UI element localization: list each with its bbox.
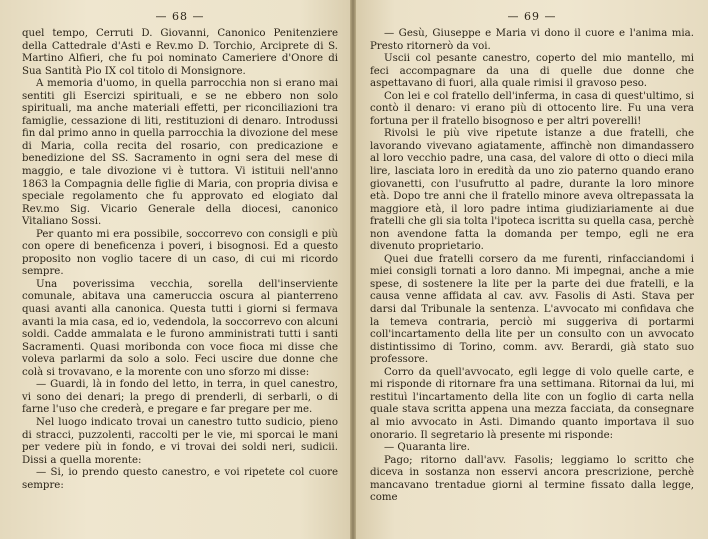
paragraph: quel tempo, Cerruti D. Giovanni, Canonico Penitenziere della Cattedrale d'Asti e Rev.mo D. Torchio, Arciprete di S. Martino Alfieri, che fu poi nominato Cameriere d'Onore di Sua Santità Pio IX col titolo di Monsignore. [22, 28, 338, 77]
paragraph: — Gesù, Giuseppe e Maria vi dono il cuore e l'anima mia. Presto ritornerò da voi. [370, 28, 694, 52]
right-page-text [370, 28, 694, 505]
right-page [352, 0, 708, 539]
paragraph: Nel luogo indicato trovai un canestro tutto sudicio, pieno di stracci, puzzolenti, raccolti per le vie, mi sporcai le mani per vedere più in fondo, e vi trovai dei soldi neri, sudicii. Dissi a quella morente: [22, 416, 338, 466]
paragraph: Per quanto mi era possibile, soccorrevo con consigli e più con opere di beneficenza i poveri, i bisognosi. Ed a questo proposito non voglio tacere di un caso, di cui mi ricordo sempre. [22, 228, 338, 278]
paragraph: Uscii col pesante canestro, coperto del mio mantello, mi feci accompagnare da una di quelle due donne che aspettavano di fuori, alla quale rimisi il gravoso peso. [370, 53, 694, 90]
book-gutter [350, 0, 356, 539]
paragraph: Con lei e col fratello dell'inferma, in casa di quest'ultimo, si contò il denaro: vi erano più di ottocento lire. Fu una vera fortuna per il fratello bisognoso e per altri poverelli! [370, 90, 694, 127]
paragraph: Corro da quell'avvocato, egli legge di volo quelle carte, e mi risponde di ritornare fra una settimana. Ritornai da lui, mi restituì l'incartamento della lite con un foglio di carta nella quale stava scritta appena una mezza facciata, da consegnare al mio avvocato in Asti. Dimando quanto importava il suo onorario. Il segretario là presente mi risponde: [370, 366, 694, 441]
right-page-number: — 69 — [507, 10, 557, 23]
left-page-number: — 68 — [155, 10, 205, 23]
paragraph: Una poverissima vecchia, sorella dell'inserviente comunale, abitava una cameruccia oscura al pianterreno quasi avanti alla canonica. Questa tutti i giorni si fermava avanti la mia casa, ed io, vedendola, la soccorrevo con alcuni soldi. Cadde ammalata e le furono amministrati tutti i santi Sacramenti. Quasi moribonda con voce fioca mi disse che voleva parlarmi da solo a solo. Feci uscire due donne che colà si trovavano, e la morente con uno sforzo mi disse: [22, 278, 338, 378]
paragraph: Quei due fratelli corsero da me furenti, rinfacciandomi i miei consigli tornati a loro danno. Mi impegnai, anche a mie spese, di sostenere la lite per la parte dei due fratelli, e la causa venne affidata al cav. avv. Fasolis di Asti. Stava per darsi dal Tribunale la sentenza. L'avvocato mi confidava che la temeva contraria, perciò mi suggeriva di portarmi coll'incartamento della lite per un consulto con un avvocato distintissimo di Torino, comm. avv. Berardi, già stato suo professore. [370, 253, 694, 366]
left-page [0, 0, 352, 539]
paragraph: Rivolsi le più vive ripetute istanze a due fratelli, che lavorando vivevano agiatamente, affinchè non dimandassero al loro vecchio padre, una casa, del valore di otto o dieci mila lire, lasciata loro in eredità da uno zio paterno quando erano giovanetti, con l'usufrutto al padre, durante la loro minore età. Dopo tre anni che il fratello minore aveva oltrepassata la maggiore età, il loro padre intima giudiziariamente ai due fratelli che gli sia tolta l'ipoteca iscritta su quella casa, perchè non avendone fatta la domanda per tempo, egli ne era divenuto proprietario. [370, 128, 694, 253]
paragraph: Pago; ritorno dall'avv. Fasolis; leggiamo lo scritto che diceva in sostanza non esservi ancora prescrizione, perchè mancavano trentadue giorni al termine fissato dalla legge, come [370, 454, 694, 504]
left-page-text [22, 28, 338, 492]
paragraph: — Si, io prendo questo canestro, e voi ripetete col cuore sempre: [22, 467, 338, 491]
paragraph: A memoria d'uomo, in quella parrocchia non si erano mai sentiti gli Esercizi spirituali, e se ne ebbero non solo spirituali, ma anche materiali effetti, per riconciliazioni tra famiglie, cessazione di liti, restituzioni di denaro. Introdussi fin dal primo anno in quella parrocchia la divozione del mese di Maria, colla recita del rosario, con predicazione e benedizione del SS. Sacramento in ogni sera del mese di maggio, e tale divozione vi è tuttora. Vi istituii nell'anno 1863 la Compagnia delle figlie di Maria, con propria divisa e speciale regolamento che fu approvato ed elogiato dal Rev.mo Sig. Vicario Generale della diocesi, canonico Vitaliano Sossi. [22, 78, 338, 228]
paragraph: — Guardi, là in fondo del letto, in terra, in quel canestro, vi sono dei denari; la prego di prenderli, di serbarli, o di farne l'uso che crederà, e pregare e far pregare per me. [22, 379, 338, 416]
paragraph: — Quaranta lire. [384, 442, 470, 454]
